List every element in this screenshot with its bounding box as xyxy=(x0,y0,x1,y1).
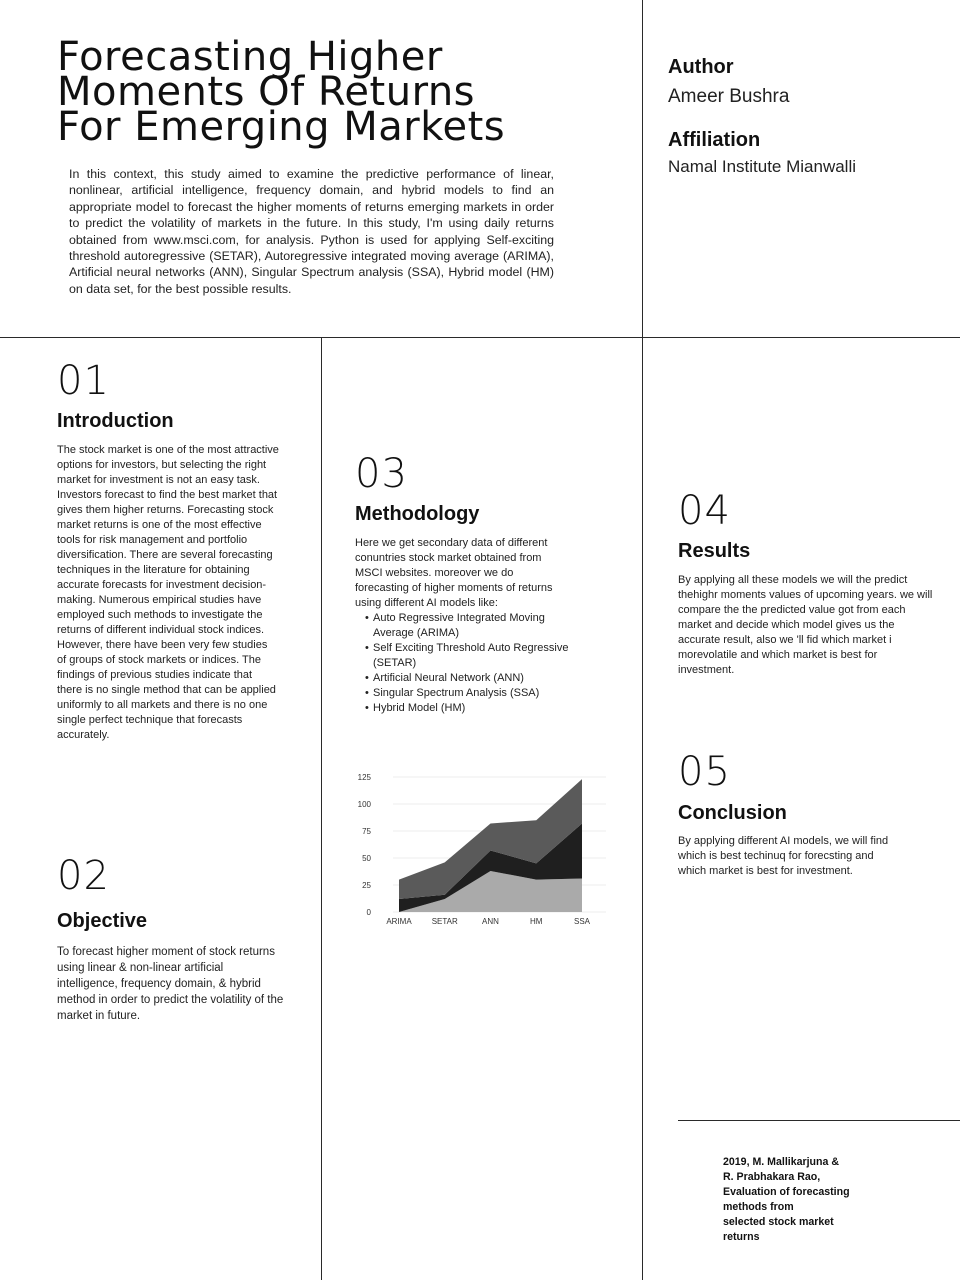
divider-left-column xyxy=(321,337,322,1280)
reference-line: selected stock market xyxy=(723,1216,834,1228)
section-text-intro: The stock market is one of the most attractive options for investors, but selecting the right market for investment is not an easy task. Investors forecast to find the best market that gives them higher returns. Forecasting stock market returns is one of the most effective tools for risk management and portfolio diversification. There are several forecasting techniques in the literature for obtaining accurate forecasts for investment decision-making. Numerous empirical studies have employed such methods to investigate the returns of different individual stock indices. However, there have been very few studies of groups of stock markets or indices. The findings of previous studies indicate that there is no single method that can be applied uniformly to all markets and there is no one single perfect technique that forecasts accurately. xyxy=(57,444,279,741)
y-tick-label: 50 xyxy=(362,854,371,863)
y-tick-label: 75 xyxy=(362,827,371,836)
list-item: • Auto Regressive Integrated Moving Average (ARIMA) xyxy=(355,611,585,641)
author-name: Ameer Bushra xyxy=(668,86,790,107)
section-heading-methodology: Methodology xyxy=(355,503,480,525)
divider-header xyxy=(0,337,960,338)
x-tick-label: ARIMA xyxy=(386,917,412,926)
list-item: • Self Exciting Threshold Auto Regressive (SETAR) xyxy=(355,641,585,671)
title-line: Forecasting Higher xyxy=(57,34,443,80)
reference-line: R. Prabhakara Rao, xyxy=(723,1171,821,1183)
divider-right-column xyxy=(642,0,643,1280)
y-tick-label: 100 xyxy=(357,800,371,809)
section-text-results: By applying all these models we will the predict thehighr moments values of upcoming years. we will compare the the predicted value got from each market and decide which model gives us the accurate result, also we 'll fid which market i morevolatile and which market is best for investment. xyxy=(678,574,933,676)
title-line: Moments Of Returns xyxy=(57,69,476,115)
affiliation-label: Affiliation xyxy=(668,129,761,151)
section-heading-intro: Introduction xyxy=(57,410,174,432)
x-tick-label: ANN xyxy=(482,917,499,926)
list-item: • Hybrid Model (HM) xyxy=(355,701,585,716)
section-text-methodology: Here we get secondary data of different conuntries stock market obtained from MSCI websites. moreover we do forecasting of higher moments of returns using different AI models like: xyxy=(355,537,553,609)
reference-line: Evaluation of forecasting xyxy=(723,1186,850,1198)
area-chart xyxy=(345,768,615,933)
page-title xyxy=(57,34,617,150)
section-number-methodology: 03 xyxy=(355,451,408,497)
y-tick-label: 0 xyxy=(366,908,371,917)
section-text-objective: To forecast higher moment of stock returns using linear & non-linear artificial intelligence, frequency domain, & hybrid method in order to predict the volatility of the market in future. xyxy=(57,946,284,1022)
divider-reference xyxy=(678,1120,960,1121)
abstract: In this context, this study aimed to examine the predictive performance of linear, nonlinear, artificial intelligence, frequency domain, and hybrid models to find an appropriate model to forecast the higher moments of returns emerging markets in order to predict the volatility of markets in the future. In this study, I'm using daily returns obtained from www.msci.com, for analysis. Python is used for applying Self-exciting threshold autoregressive (SETAR), Autoregressive integrated moving average (ARIMA), Artificial neural networks (ANN), Singular Spectrum analysis (SSA), Hybrid model (HM) on data set, for the best possible results. xyxy=(69,167,554,296)
reference-line: methods from xyxy=(723,1201,794,1213)
section-number-conclusion: 05 xyxy=(678,749,731,795)
reference xyxy=(723,1155,883,1245)
section-heading-objective: Objective xyxy=(57,910,148,932)
section-text-conclusion: By applying different AI models, we will find which is best techinuq for forecsting and which market is best for investment. xyxy=(678,835,889,877)
x-tick-label: HM xyxy=(530,917,543,926)
section-heading-results: Results xyxy=(678,540,751,562)
affiliation-name: Namal Institute Mianwalli xyxy=(668,157,857,176)
section-number-intro: 01 xyxy=(57,358,110,404)
x-tick-label: SETAR xyxy=(431,917,458,926)
title-line: For Emerging Markets xyxy=(57,104,506,150)
author-label: Author xyxy=(668,56,734,78)
y-tick-label: 25 xyxy=(362,881,371,890)
section-number-objective: 02 xyxy=(57,853,110,899)
list-item: • Artificial Neural Network (ANN) xyxy=(355,671,585,686)
reference-line: returns xyxy=(723,1231,760,1243)
section-heading-conclusion: Conclusion xyxy=(678,802,787,824)
methods-list xyxy=(355,611,585,716)
y-tick-label: 125 xyxy=(357,773,371,782)
reference-line: 2019, M. Mallikarjuna & xyxy=(723,1156,839,1168)
section-number-results: 04 xyxy=(678,488,731,534)
x-tick-label: SSA xyxy=(573,917,591,926)
list-item: • Singular Spectrum Analysis (SSA) xyxy=(355,686,585,701)
